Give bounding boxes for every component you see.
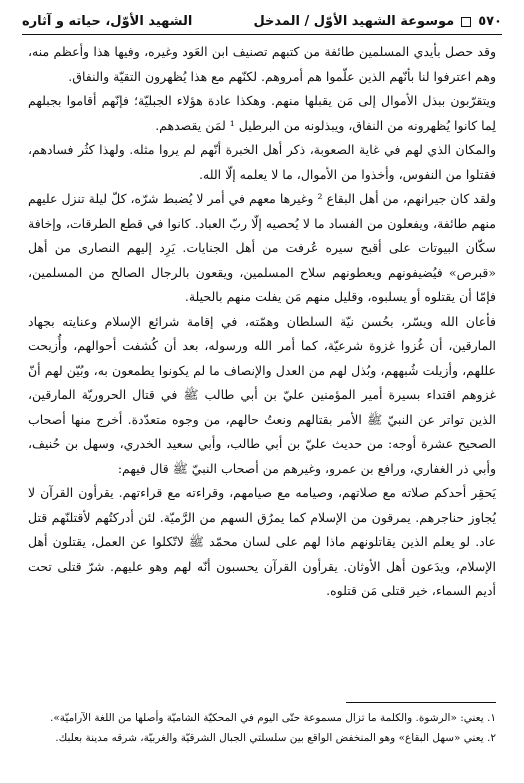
page-number: ٥٧٠ <box>478 14 502 29</box>
paragraph: فأعان الله ويسّر، بحُسن نيّة السلطان وهمّته، في إقامة شرائع الإسلام وعنايته بجهاد المارقين، أن غُزوا غزوة شرعيّة، كما أمر الله ورسوله، بعد أن كُشفت أحوالهم، وأُزيحت عللهم، وأزيلت شُبههم، وبُذل لهم من العدل والإنصاف ما لم يكونوا يطمعون به، وبُيّن لهم أنّ غزوهم اقتداء بسيرة أمير المؤمنين عليّ بن أبي طالب ﷺ في قتال الحروريّة المارقين، الذين تواتر عن النبيّ ﷺ الأمر بقتالهم ونعتُ حالهم، من وجوه متعدّدة. أخرج منها أصحاب الصحيح عشرة أوجه: من حديث عليّ بن أبي طالب، وأبي سعيد الخدري، وسهل بن حُنيف، وأبي ذر الغفاري، ورافع بن عمرو، وغيرهم من أصحاب النبيّ ﷺ قال فيهم: <box>28 313 496 476</box>
footnote: ٢. يعني «سهل البقاع» وهو المنخفض الواقع بين سلسلتي الجبال الشرقيّة والغربيّة، شرقه مدينة بعلبك. <box>55 732 496 744</box>
paragraph: والمكان الذي لهم في غاية الصعوبة، ذكر أهل الخبرة أنّهم لم يروا مثله. ولهذا كثُر فسادهم، فقتلوا من النفوس، وأخذوا من الأموال، ما لا يعلمه إلّا الله. <box>28 142 496 182</box>
footnotes <box>28 708 496 748</box>
main-text <box>28 40 496 604</box>
header-divider <box>22 34 502 35</box>
paragraph: وقد حصل بأيدي المسلمين طائفة من كتبهم تصنيف ابن العَود وغيره، وفيها هذا وأعظم منه، وهم اعترفوا لنا بأنّهم الذين علّموا هم أمروهم. لكنّهم مع هذا يُظهرون التقيّة والنفاق. <box>28 44 496 84</box>
hadith-quote: يَحقِر أحدكم صلاته مع صلاتهم، وصيامه مع صيامهم، وقراءته مع قراءتهم. يقرأون القرآن لا يُجاوز حناجرهم. يمرقون من الإسلام كما يمرُق السهم من الرَّميّة. لئن أدركتُهم لأقتلنّهم قتل عاد. لو يعلم الذين يقاتلونهم ماذا لهم على لسان محمّد ﷺ لاتّكلوا عن العمل، يقتلون أهل الإسلام، ويدَعون أهل الأوثان. يقرأون القرآن يحسبون أنّه لهم وهو عليهم. شرّ قتلى تحت أديم السماء، خير قتلى مَن قتلوه. <box>28 485 496 598</box>
header-right <box>253 14 502 29</box>
running-header <box>22 14 502 29</box>
paragraph: ويتقرّبون ببذل الأموال إلى مَن يقبلها منهم. وهكذا عادة هؤلاء الجبليّة؛ فإنّهم أقاموا بجبلهم لِما كانوا يُظهرونه من النفاق، ويبذلونه من البرطيل ¹ لمَن يقصدهم. <box>28 93 496 133</box>
footnote: ١. يعني: «الرشوة. والكلمة ما تزال مسموعة حتّى اليوم في المحكيّة الشاميّة وأصلها من اللغة الآراميّة». <box>50 712 496 724</box>
footnote-divider <box>346 702 496 703</box>
paragraph: ولقد كان جيرانهم، من أهل البقاع ² وغيرها معهم في أمر لا يُضبط شرّه، كلّ ليلة تنزل عليهم منهم طائفة، ويفعلون من الفساد ما لا يُحصيه إلّا ربّ العباد. كانوا في قطع الطرقات، وإخافة سكّان البيوتات على أقبح سيره عُرفت من أهل الجنايات. يَرِد إليهم النصارى من أهل «قبرص» فيُضيفونهم ويعطونهم سلاح المسلمين، ويقعون بالرجال الصالح من المسلمين، فإمّا أن يقتلوه أو يسلبوه، وقليل منهم مَن يفلت منهم بالحيلة. <box>28 191 496 304</box>
book-title: موسوعة الشهيد الأوّل / المدخل <box>253 14 455 29</box>
section-title: الشهيد الأوّل، حياته و آثاره <box>22 14 193 29</box>
square-separator-icon <box>461 17 471 27</box>
